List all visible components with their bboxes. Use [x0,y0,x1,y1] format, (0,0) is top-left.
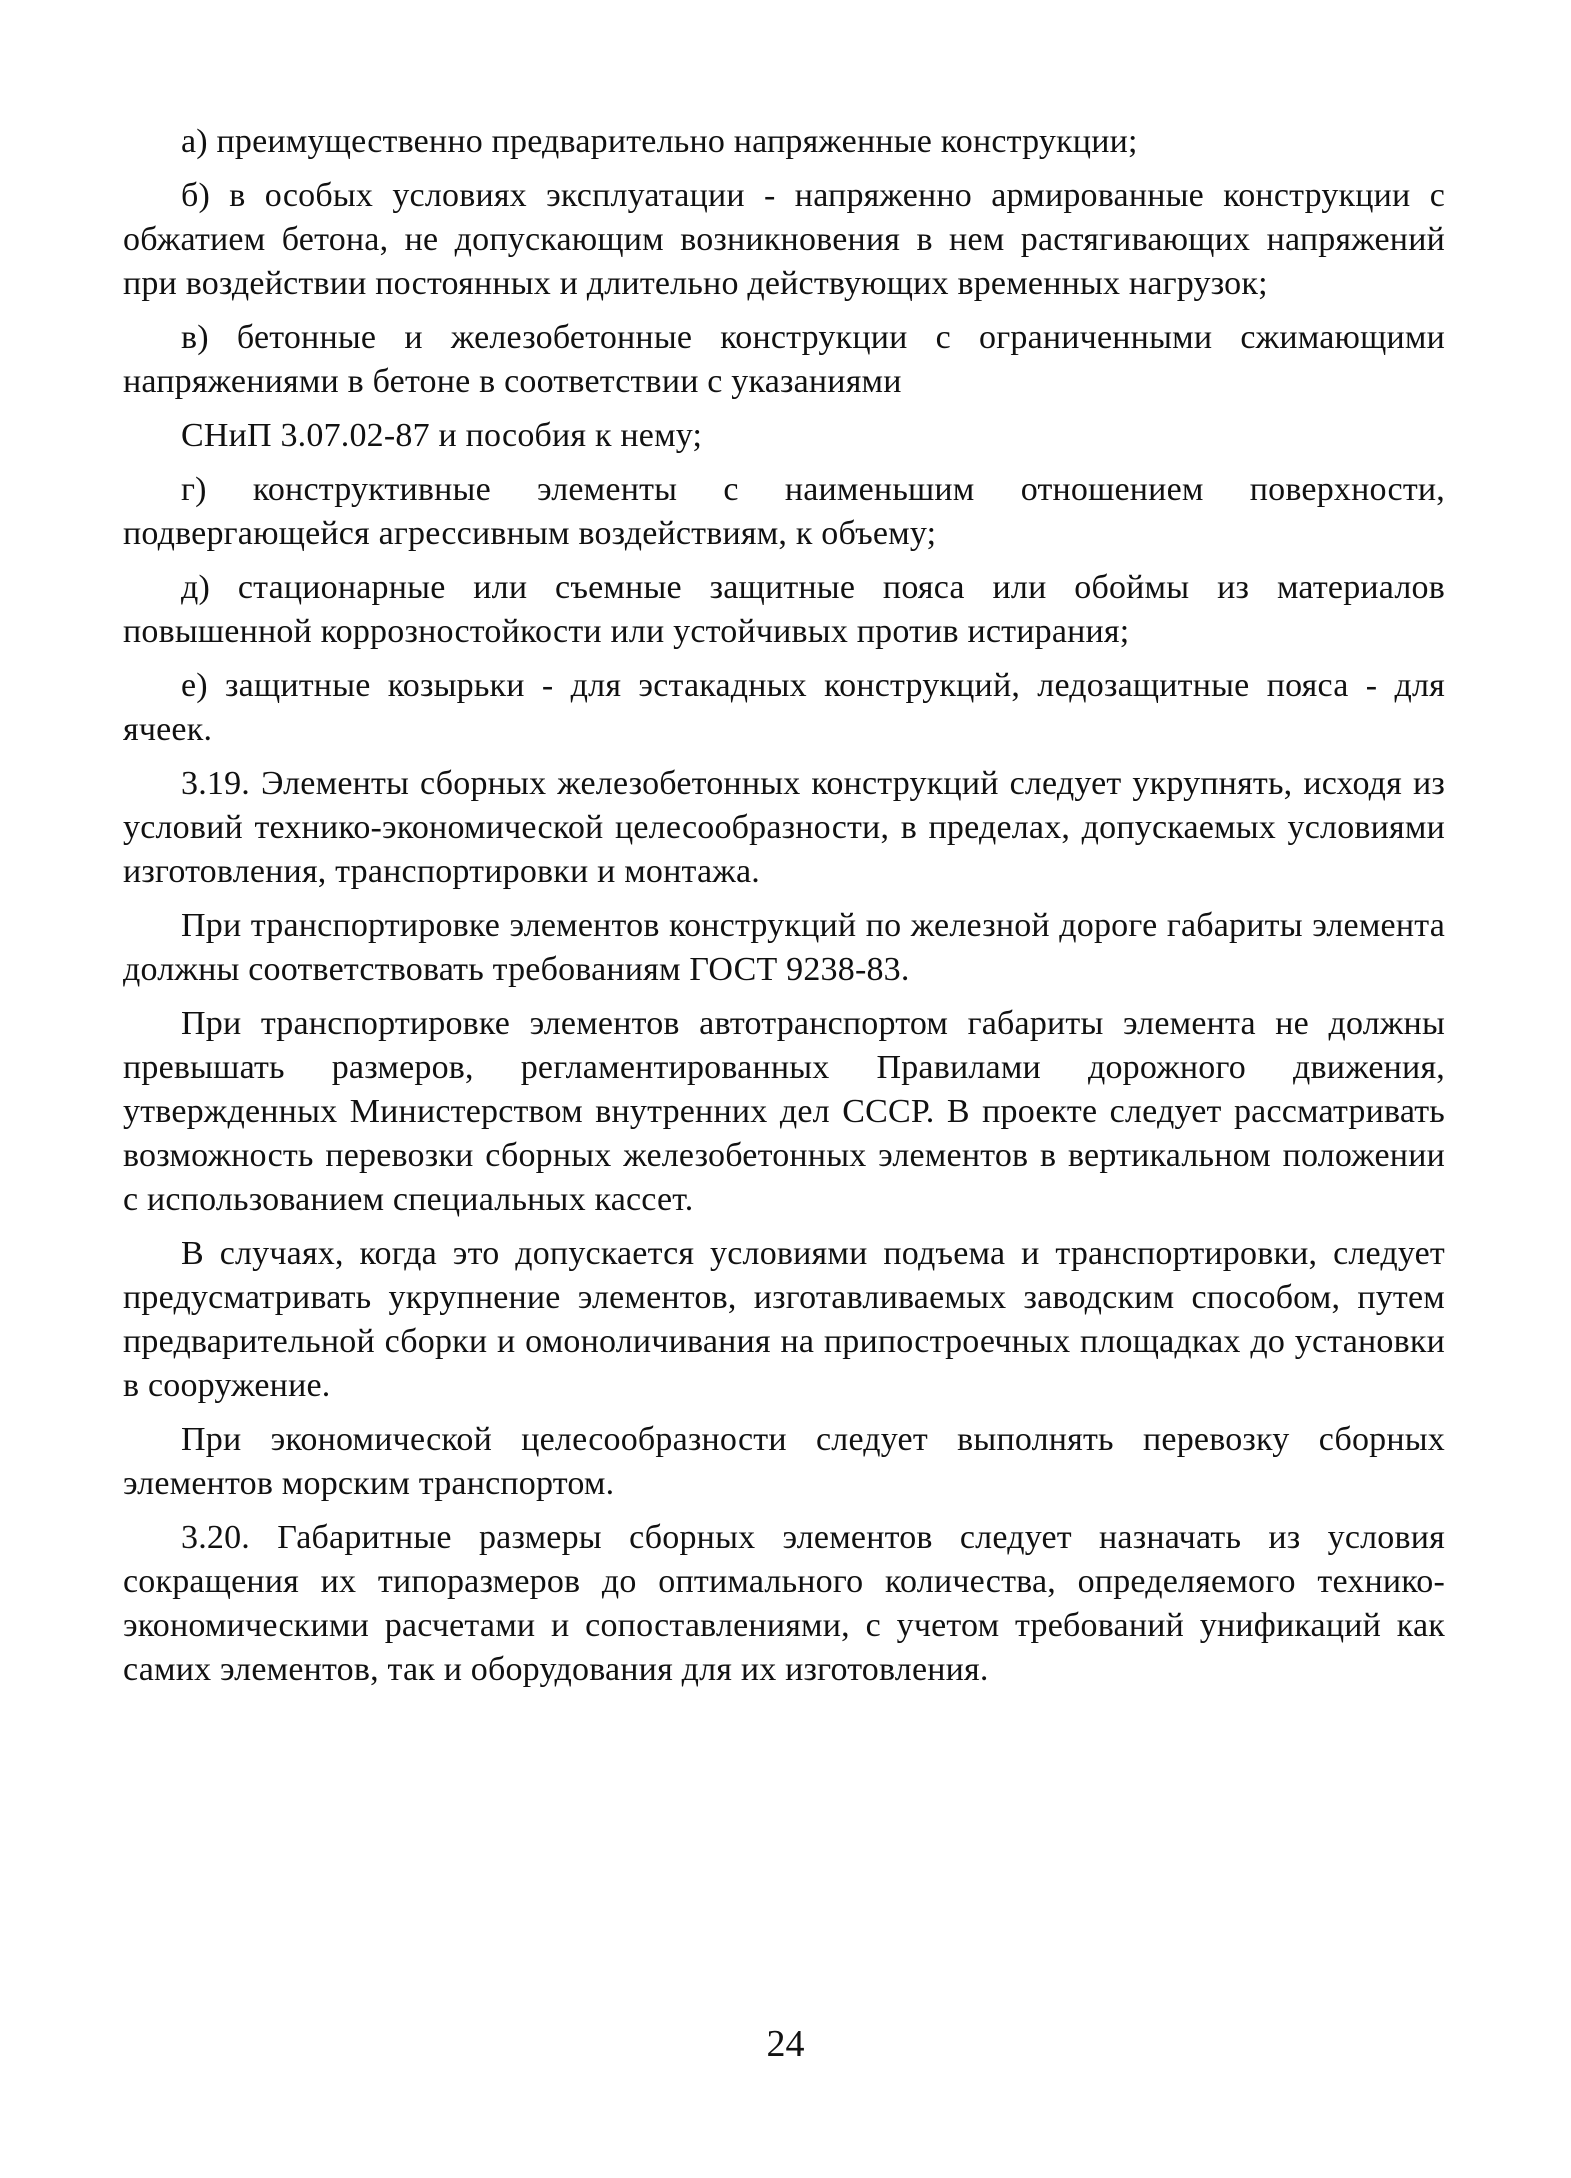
reference-snip: СНиП 3.07.02-87 и пособия к нему; [181,417,703,454]
paragraph-sea-transport: При экономической целесообразности следует выполнять перевозку сборных элементов морским транспортом. [123,1421,1445,1502]
paragraph-railway: При транспортировке элементов конструкций по железной дороге габариты элемента должны соответствовать требованиям ГОСТ 9238-83. [123,907,1445,988]
list-item-a: а) преимущественно предварительно напряженные конструкции; [181,123,1138,160]
page-number: 24 [766,2023,805,2065]
body-text [123,120,1445,1702]
paragraph-road-transport: При транспортировке элементов автотранспортом габариты элемента не должны превышать размеров, регламентированных Правилами дорожного движения, утвержденных Министерством внутренних дел СССР. В проекте следует рассматривать возможность перевозки сборных железобетонных элементов в вертикальном положении с использованием специальных кассет. [123,1005,1445,1218]
list-item-v: в) бетонные и железобетонные конструкции с ограниченными сжимающими напряжениями в бетоне в соответствии с указаниями [123,319,1445,400]
list-item-b: б) в особых условиях эксплуатации - напряженно армированные конструкции с обжатием бетона, не допускающим возникновения в нем растягивающих напряжений при воздействии постоянных и длительно действующих временных нагрузок; [123,177,1445,302]
list-item-e: е) защитные козырьки - для эстакадных конструкций, ледозащитные пояса - для ячеек. [123,667,1445,748]
list-item-d: д) стационарные или съемные защитные пояса или обоймы из материалов повышенной коррозностойкости или устойчивых против истирания; [123,569,1445,650]
paragraph-enlargement: В случаях, когда это допускается условиями подъема и транспортировки, следует предусматривать укрупнение элементов, изготавливаемых заводским способом, путем предварительной сборки и омоноличивания на припостроечных площадках до установки в сооружение. [123,1235,1445,1404]
list-item-g: г) конструктивные элементы с наименьшим отношением поверхности, подвергающейся агрессивным воздействиям, к объему; [123,471,1445,552]
clause-3-20: 3.20. Габаритные размеры сборных элементов следует назначать из условия сокращения их типоразмеров до оптимального количества, определяемого технико-экономическими расчетами и сопоставлениями, с учетом требований унификаций как самих элементов, так и оборудования для их изготовления. [123,1519,1445,1688]
clause-3-19: 3.19. Элементы сборных железобетонных конструкций следует укрупнять, исходя из условий технико-экономической целесообразности, в пределах, допускаемых условиями изготовления, транспортировки и монтажа. [123,765,1445,890]
